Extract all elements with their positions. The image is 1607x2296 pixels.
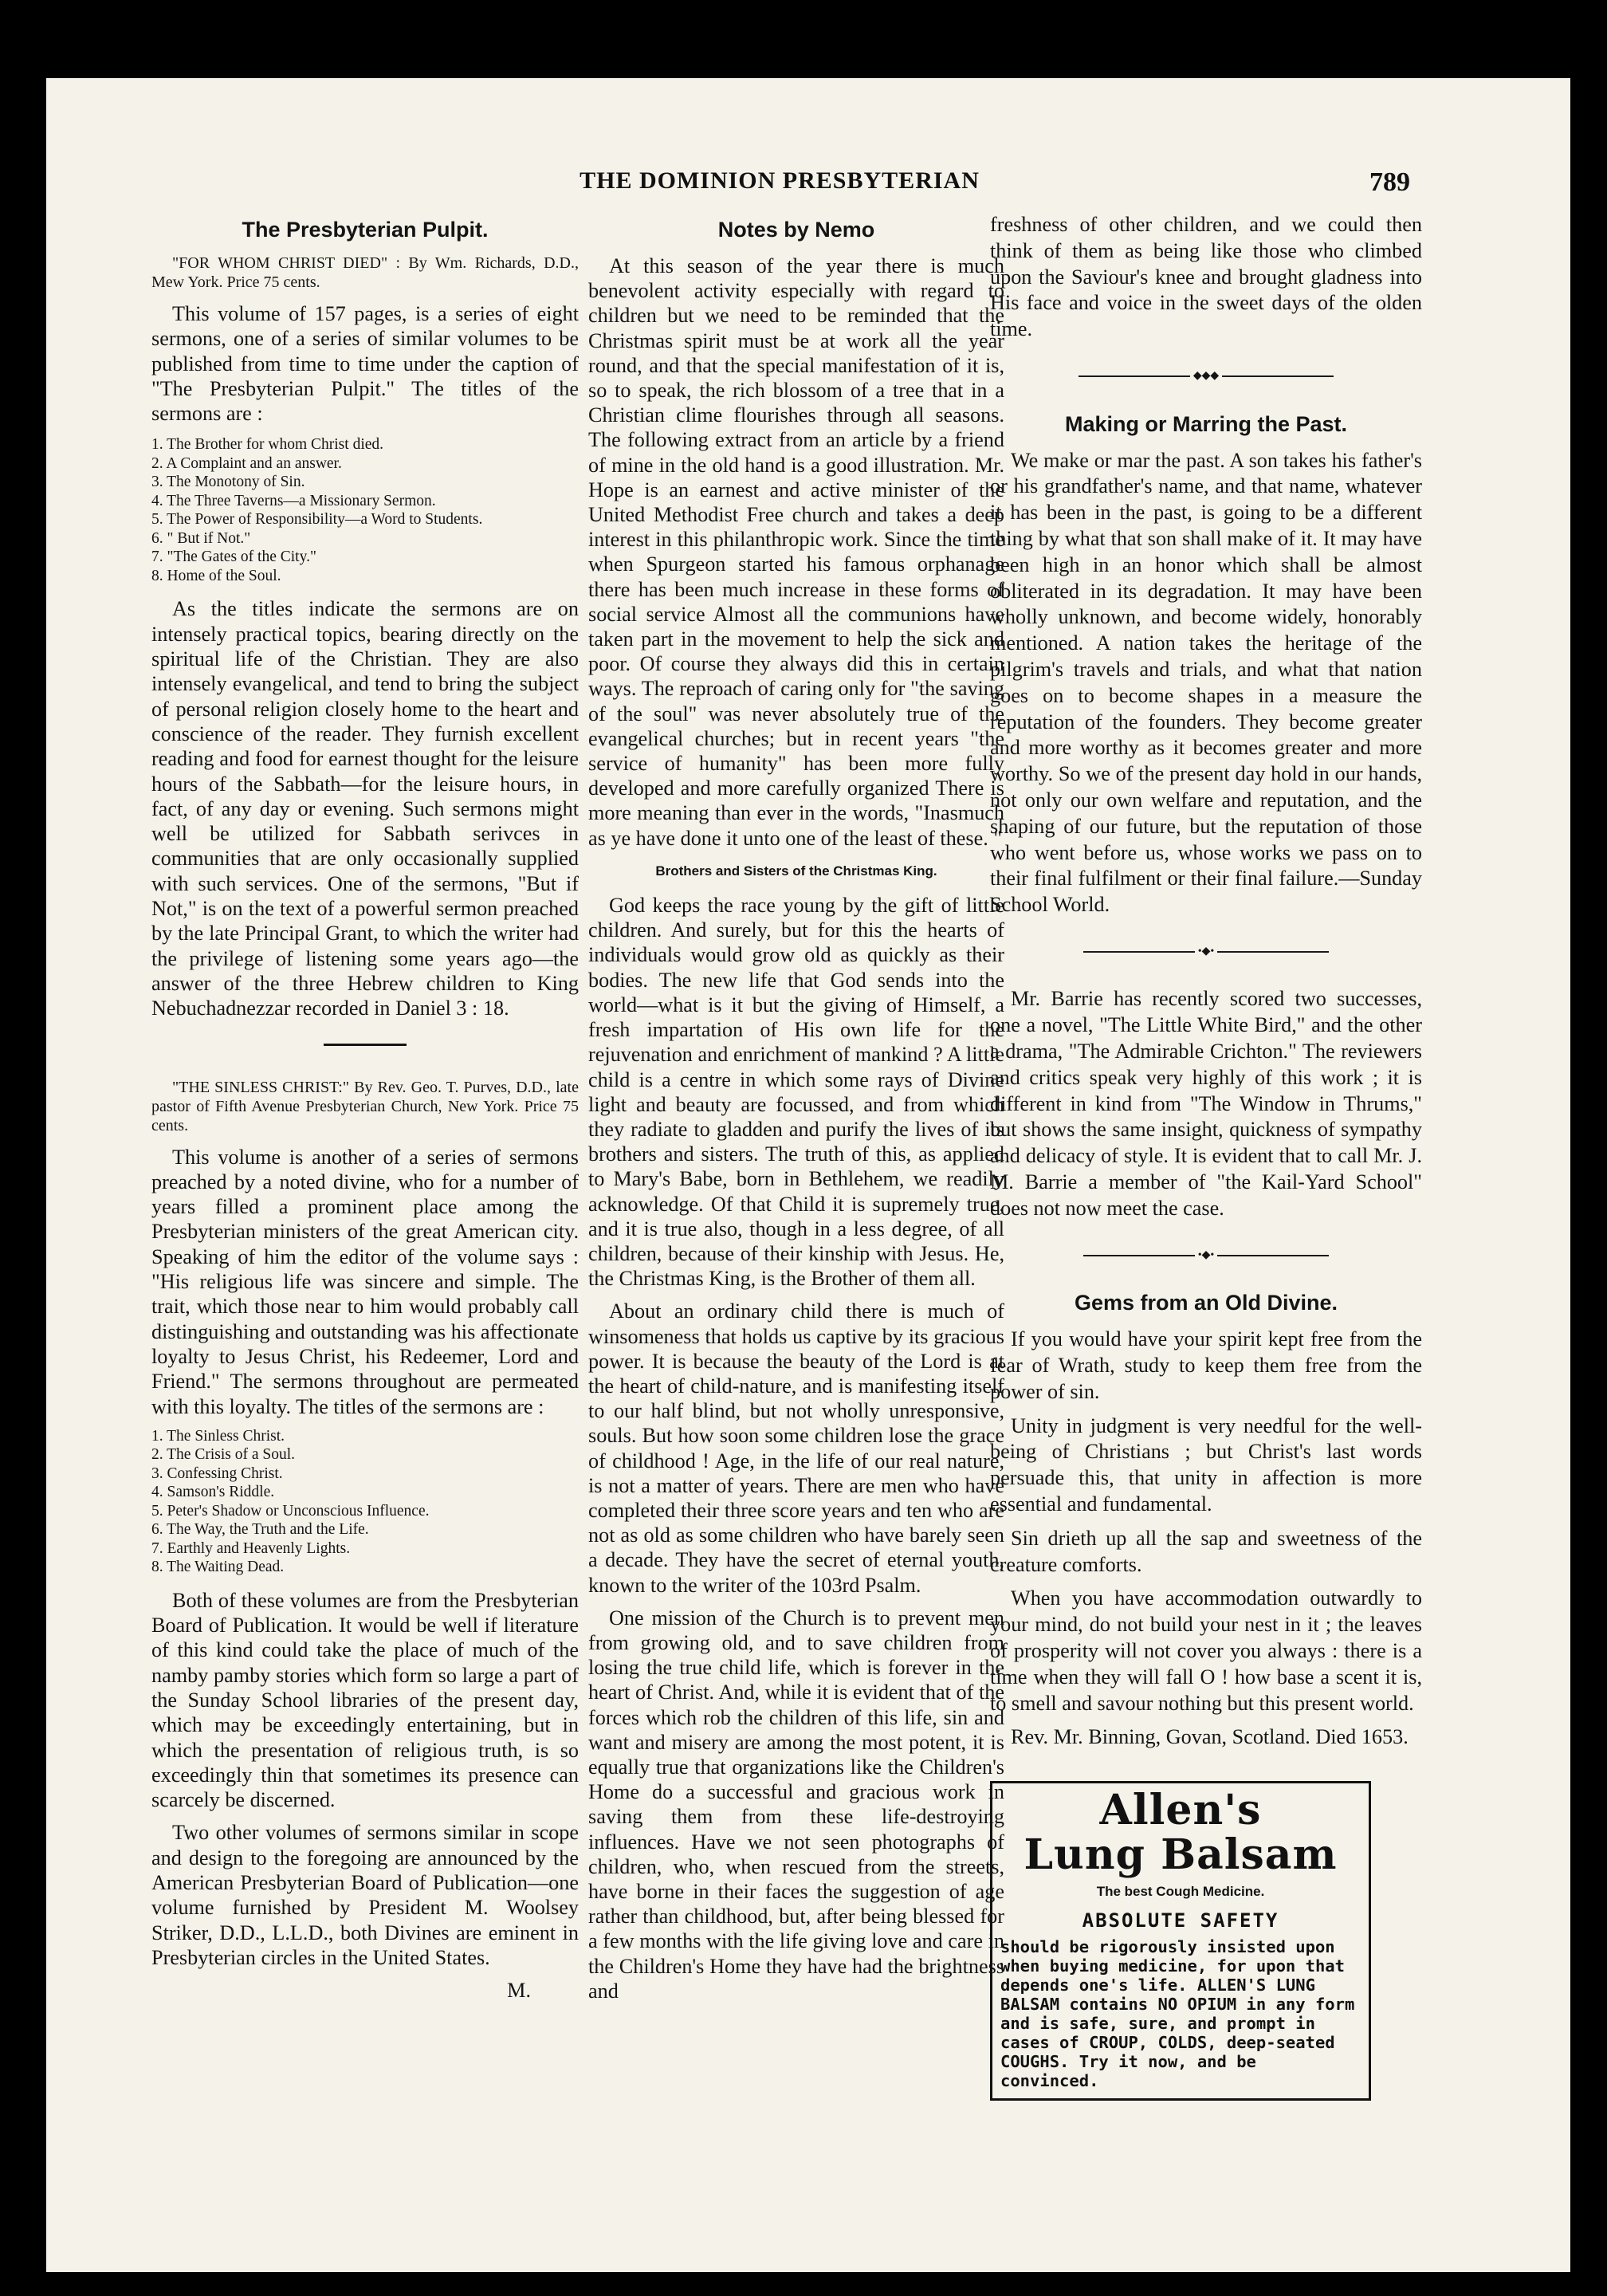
review-paragraph: This volume is another of a series of sermons preached by a noted divine, who for a number of years filled a prominent place among the Presbyterian ministers of the great American city. Speaking of him the editor of the volume says : "His religious life was sincere and simple. The trait, which those near to him would probably call distinguishing and outstanding was his affectionate loyalty to Jesus Christ, his Redeemer, Lord and Friend." The sermons throughout are permeated with this loyalty. The titles of the sermons are :: [151, 1145, 579, 1418]
list-item: 5. The Power of Responsibility—a Word to Students.: [151, 511, 483, 529]
column-left: [151, 212, 579, 2240]
list-item: 8. The Waiting Dead.: [151, 1559, 285, 1576]
article-paragraph: Mr. Barrie has recently scored two successes, one a novel, "The Little White Bird," and the other a drama, "The Admirable Crichton." The reviewers and critics speak very highly of this work ; it is different in kind from "The Window in Thrums," but shows the same insight, quickness of sympathy and delicacy of style. It is evident that to call Mr. J. M. Barrie a member of "the Kail-Yard School" does not now meet the case.: [990, 987, 1422, 1220]
newspaper-page: [46, 78, 1570, 2272]
review-paragraph: Two other volumes of sermons similar in scope and design to the foregoing are announced by the American Presbyterian Board of Publication—one volume furnished by President M. Woolsey Striker, D.D., L.L.D., both Divines are eminent in Presbyterian circles in the United States.: [151, 1821, 579, 1969]
divider-ornament-icon: •◆•: [1197, 1249, 1215, 1262]
ornamental-divider: [990, 938, 1422, 965]
notes-by-nemo-heading: Notes by Nemo: [717, 218, 875, 242]
ad-tagline: The best Cough Medicine.: [1096, 1884, 1265, 1900]
making-or-marring-heading: Making or Marring the Past.: [1064, 411, 1348, 436]
gems-old-divine-heading: Gems from an Old Divine.: [1074, 1291, 1338, 1315]
divider-line: [1222, 375, 1334, 377]
article-paragraph: At this season of the year there is much benevolent activity especially with regard to children but we need to be reminded that the Christmas spirit must be at work all the year round, and that the special manifestation of it is, so to speak, the rich blossom of a tree that in a Christian clime flourishes through all seasons. The following extract from an article by a friend of mine in the old hand is a good illustration. Mr. Hope is an earnest and active minister of the United Methodist Free church and takes a deep interest in this philanthropic work. Since the time when Spurgeon started his famous orphanage there has been much increase in these forms of social service Almost all the communions have taken part in the movement to help the sick and poor. Of course they always did this in certain ways. The reproach of caring only for "the saving of the soul" was never absolutely true of the evangelical churches; but in recent years "the service of humanity" has been more fully developed and more carefully organized There is more meaning than ever in the words, "Inasmuch as ye have done it unto one of the least of these. ": [588, 254, 1004, 850]
list-item: 2. The Crisis of a Soul.: [151, 1446, 296, 1464]
author-signature: M.: [507, 1979, 531, 2003]
list-item: 4. Samson's Riddle.: [151, 1484, 275, 1501]
presbyterian-pulpit-heading: The Presbyterian Pulpit.: [242, 218, 489, 242]
list-item: 3. The Monotony of Sin.: [151, 474, 305, 491]
quotation-paragraph: If you would have your spirit kept free from the fear of Wrath, study to keep them free from the power of sin.: [990, 1327, 1422, 1403]
column-middle: [588, 212, 1004, 2240]
divider-ornament-icon: ◆◆◆: [1192, 370, 1220, 383]
review-paragraph: As the titles indicate the sermons are on intensely practical topics, bearing directly on the spiritual life of the Christian. They are also intensely evangelical, and tend to bring the subject of personal religion closely home to the heart and conscience of the reader. They furnish excellent reading and food for earnest thought for the leisure hours of the Sabbath—for the leisure hours, in fact, of any day or evening. Such sermons might well be utilized for Sabbath serivces in communities that are only occasionally supplied with such services. One of the sermons, "But if Not," is on the text of a powerful sermon preached by the late Principal Grant, to which the writer had the privilege of listening some years ago—the answer of the three Hebrew children to King Nebuchadnezzar recorded in Daniel 3 : 18.: [151, 597, 579, 1020]
page-header: [46, 167, 1570, 215]
sermon-list-richards: [151, 435, 579, 585]
ad-heading: ABSOLUTE SAFETY: [1082, 1909, 1279, 1932]
allens-lung-balsam-advertisement: [990, 1781, 1371, 2100]
list-item: 3. Confessing Christ.: [151, 1464, 283, 1482]
divider-ornament-icon: •◆•: [1197, 946, 1215, 958]
divider-line: [1217, 951, 1329, 953]
ornamental-divider: [990, 362, 1422, 389]
list-item: 7. "The Gates of the City.": [151, 548, 316, 566]
sermon-list-purves: [151, 1427, 579, 1577]
page-number: 789: [1369, 167, 1410, 197]
list-item: 6. The Way, the Truth and the Life.: [151, 1521, 369, 1539]
list-item: 6. " But if Not.": [151, 529, 251, 547]
article-paragraph: One mission of the Church is to prevent men from growing old, and to save children from losing the true child life, which is forever in the heart of Christ. And, while it is evident that of the forces which rob the children of this life, sin and want and misery are among the most potent, it is equally true that organizations like the Children's Home do a successful and gracious work in saving them from these life-destroying influences. Have we not seen photographs of children, who, when rescued from the streets, have borne in their faces the suggestion of age rather than childhood, but, after being blessed for a few months with the life giving love and care in the Children's Home they have had the brightness and: [588, 1606, 1004, 2003]
divider-line: [1079, 375, 1190, 377]
ad-title-line: Allen's: [1099, 1786, 1262, 1835]
list-item: 7. Earthly and Heavenly Lights.: [151, 1539, 351, 1557]
section-divider: [324, 1044, 407, 1046]
article-paragraph: God keeps the race young by the gift of little children. And surely, but for this the hearts of individuals would grow old as quickly as their bodies. The new life that God sends into the world—what is it but the giving of Himself, a fresh impartation of His own life for the rejuvenation and enrichment of mankind ? A little child is a centre in which some rays of Divine light and beauty are focussed, and from which they radiate to gladden and purify the lives of its brothers and sisters. The truth of this, as applied to Mary's Babe, born in Bethlehem, we readily acknowledge. Of that Child it is supremely true, and it is true also, though in a less degree, of all children, because of their kinship with Jesus. He, the Christmas King, is the Brother of them all.: [588, 894, 1004, 1291]
divider-line: [1083, 951, 1195, 953]
article-paragraph: About an ordinary child there is much of winsomeness that holds us captive by its gracious power. It is because the beauty of the Lord is at the heart of child-nature, and is manifesting itself to our half blind, but not wholly unresponsive, souls. But how soon some children lose the grace of childhood ! Age, in the life of our real nature, is not a matter of years. There are men who have completed their three score years and ten who are not as old as some children who have barely seen a decade. They have the secret of eternal youth, known to the writer of the 103rd Psalm.: [588, 1299, 1004, 1597]
christmas-king-subheading: Brothers and Sisters of the Christmas King.: [655, 863, 937, 879]
column-right: [990, 212, 1422, 2240]
list-item: 8. Home of the Soul.: [151, 567, 281, 584]
article-paragraph: We make or mar the past. A son takes his father's or his grandfather's name, and that name, whatever it has been in the past, is going to be a different thing by what that son shall make of it. It may have been high in an honor which shall be almost obliterated in its degradation. It may have been wholly unknown, and become widely, honorably mentioned. A nation takes the heritage of the pilgrim's travels and trials, and what that nation goes on to become shapes in a measure the reputation of the founders. They become greater and more worthy as it becomes greater and more worthy. So we of the present day hold in our hands, not only our own welfare and reputation, and the shaping of our future, but the reputation of those who went before us, whose works we pass on to their final fulfilment or their final failure.—Sunday School World.: [990, 448, 1422, 917]
ad-title-line: Lung Balsam: [1024, 1830, 1338, 1880]
divider-line: [1083, 1255, 1195, 1256]
review-paragraph: Both of these volumes are from the Presbyterian Board of Publication. It would be well if literature of this kind could take the place of much of the namby pamby stories which form so large a part of the Sunday School libraries of the present day, which may be exceedingly entertaining, but in which the presentation of religious truth, is so exceedingly thin that sometimes its presence can scarcely be discerned.: [151, 1588, 579, 1812]
list-item: 1. The Brother for whom Christ died.: [151, 436, 384, 454]
publication-title: THE DOMINION PRESBYTERIAN: [580, 167, 980, 194]
article-paragraph: freshness of other children, and we could then think of them as being like those who climbed upon the Saviour's knee and brought gladness into His face and voice in the sweet days of the olden time.: [990, 213, 1422, 341]
quotation-attribution: Rev. Mr. Binning, Govan, Scotland. Died 1653.: [1011, 1725, 1409, 1749]
list-item: 5. Peter's Shadow or Unconscious Influence.: [151, 1502, 430, 1520]
divider-line: [1217, 1255, 1329, 1256]
book-citation-for-whom-christ-died: "FOR WHOM CHRIST DIED" : By Wm. Richards, D.D., Mew York. Price 75 cents.: [151, 254, 579, 291]
quotation-paragraph: When you have accommodation outwardly to your mind, do not build your nest in it ; the leaves of prosperity will not cover you always : there is a time when they will fall O ! how base a scent it is, to smell and savour nothing but this present world.: [990, 1586, 1422, 1715]
list-item: 4. The Three Taverns—a Missionary Sermon.: [151, 492, 436, 509]
review-paragraph: This volume of 157 pages, is a series of eight sermons, one of a series of similar volumes to be published from time to time under the caption of "The Presbyterian Pulpit." The titles of the sermons are :: [151, 302, 579, 426]
list-item: 2. A Complaint and an answer.: [151, 454, 342, 472]
quotation-paragraph: Sin drieth up all the sap and sweetness of the creature comforts.: [990, 1526, 1422, 1576]
quotation-paragraph: Unity in judgment is very needful for the well-being of Christians ; but Christ's last words persuade this, that unity in affection is more essential and fundamental.: [990, 1413, 1422, 1516]
book-citation-sinless-christ: "THE SINLESS CHRIST:" By Rev. Geo. T. Purves, D.D., late pastor of Fifth Avenue Presbyterian Church, New York. Price 75 cents.: [151, 1078, 579, 1134]
list-item: 1. The Sinless Christ.: [151, 1427, 285, 1445]
ornamental-divider: [990, 1241, 1422, 1268]
ad-body-text: should be rigorously insisted upon when buying medicine, for upon that depends one's life. ALLEN'S LUNG BALSAM contains NO OPIUM in any form and is safe, sure, and prompt in cases of CROUP, COLDS, deep-seated COUGHS. Try it now, and be convinced.: [1000, 1936, 1355, 2090]
